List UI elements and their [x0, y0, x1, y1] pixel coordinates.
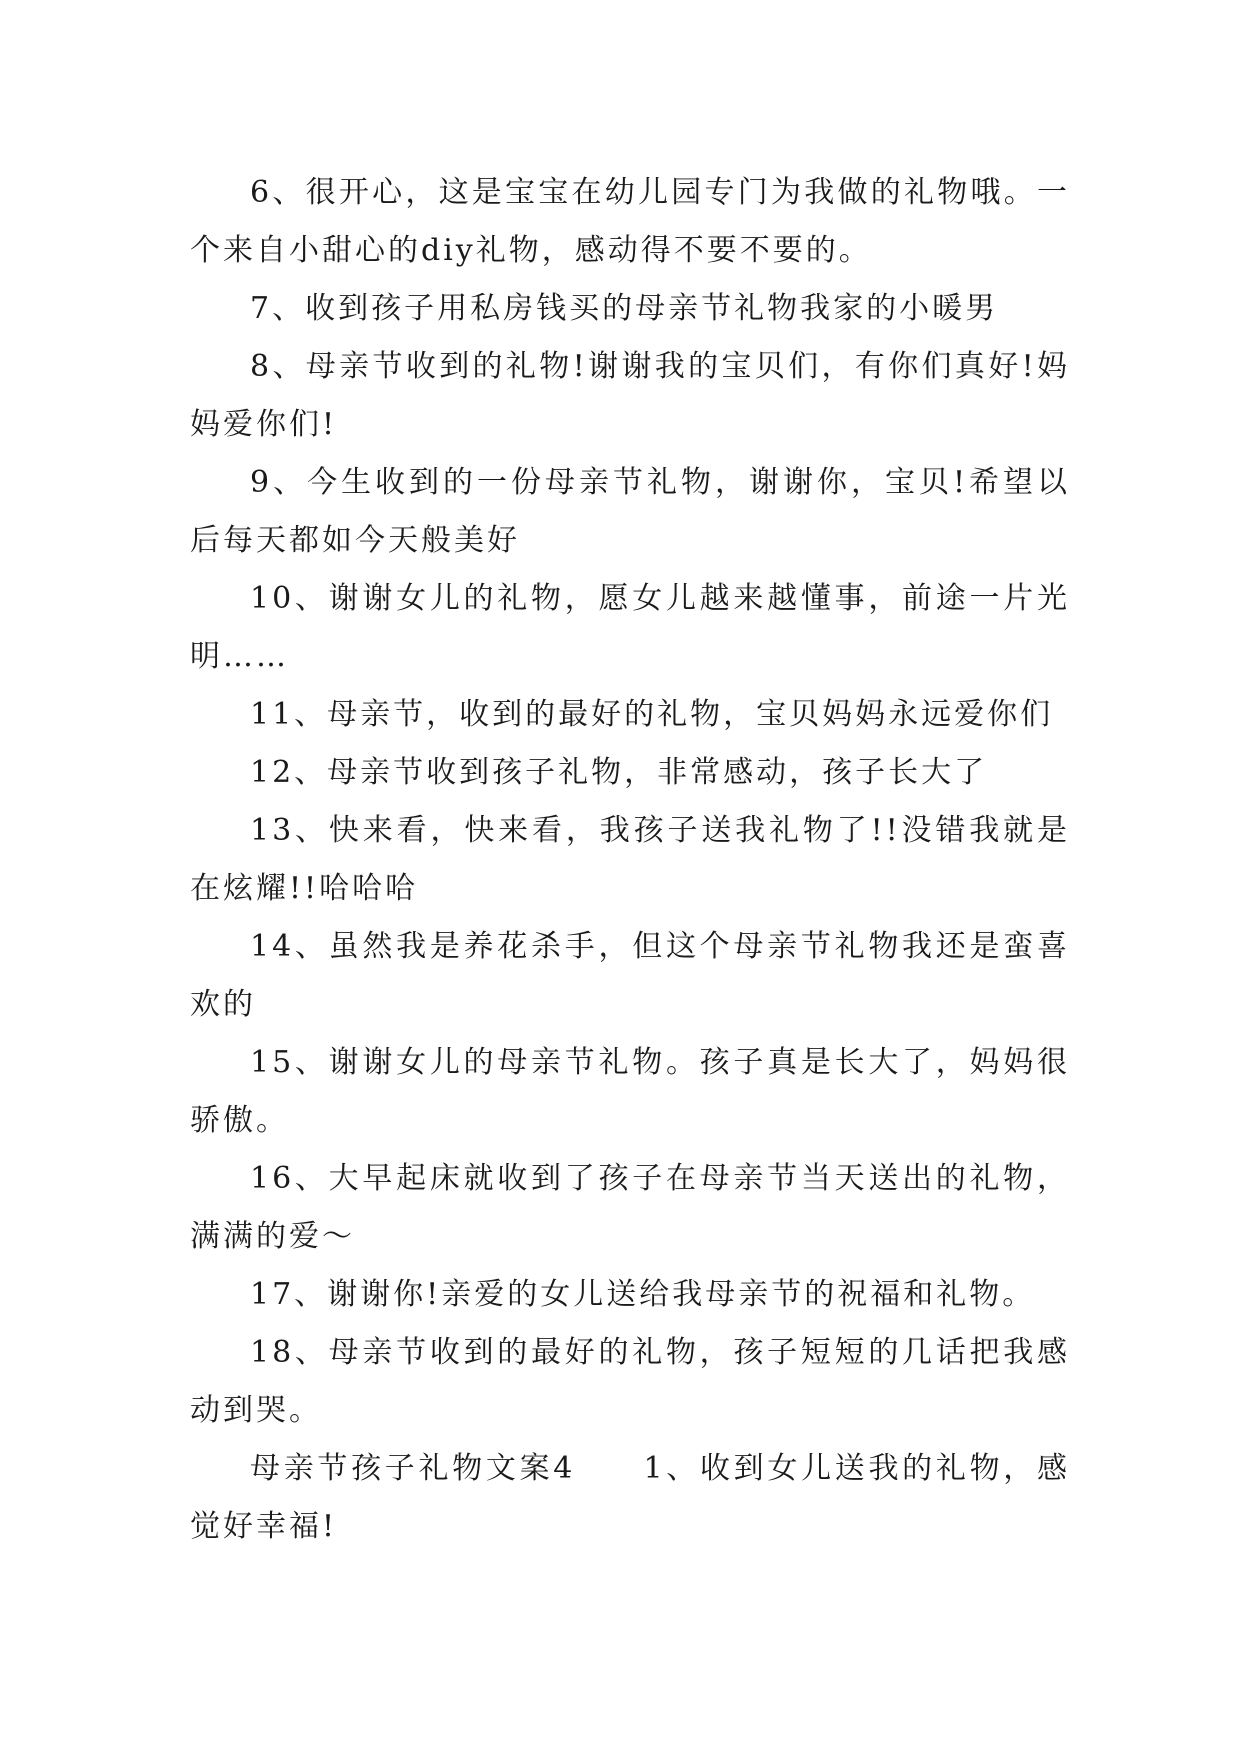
paragraph-7: 7、收到孩子用私房钱买的母亲节礼物我家的小暖男 [250, 291, 999, 326]
paragraph-11: 11、母亲节，收到的最好的礼物，宝贝妈妈永远爱你们 [250, 697, 1054, 732]
paragraph-12: 12、母亲节收到孩子礼物，非常感动，孩子长大了 [250, 755, 988, 790]
paragraph-14: 14、虽然我是养花杀手，但这个母亲节礼物我还是蛮喜欢的 [190, 929, 1070, 1022]
paragraph-15: 15、谢谢女儿的母亲节礼物。孩子真是长大了，妈妈很骄傲。 [190, 1045, 1070, 1138]
document-body [190, 164, 1070, 1556]
section-heading-paragraph: 母亲节孩子礼物文案4 1、收到女儿送我的礼物，感觉好幸福! [190, 1451, 1070, 1544]
paragraph-9: 9、今生收到的一份母亲节礼物，谢谢你，宝贝!希望以后每天都如今天般美好 [190, 465, 1070, 558]
paragraph-17: 17、谢谢你!亲爱的女儿送给我母亲节的祝福和礼物。 [250, 1277, 1036, 1312]
paragraph-18: 18、母亲节收到的最好的礼物，孩子短短的几话把我感动到哭。 [190, 1335, 1070, 1428]
paragraph-6: 6、很开心，这是宝宝在幼儿园专门为我做的礼物哦。一个来自小甜心的diy礼物，感动得不要不要的。 [190, 175, 1070, 268]
paragraph-10: 10、谢谢女儿的礼物，愿女儿越来越懂事，前途一片光明…… [190, 581, 1070, 674]
paragraph-13: 13、快来看，快来看，我孩子送我礼物了!!没错我就是在炫耀!!哈哈哈 [190, 813, 1070, 906]
paragraph-16: 16、大早起床就收到了孩子在母亲节当天送出的礼物，满满的爱～ [190, 1161, 1070, 1254]
paragraph-8: 8、母亲节收到的礼物!谢谢我的宝贝们，有你们真好!妈妈爱你们! [190, 349, 1070, 442]
